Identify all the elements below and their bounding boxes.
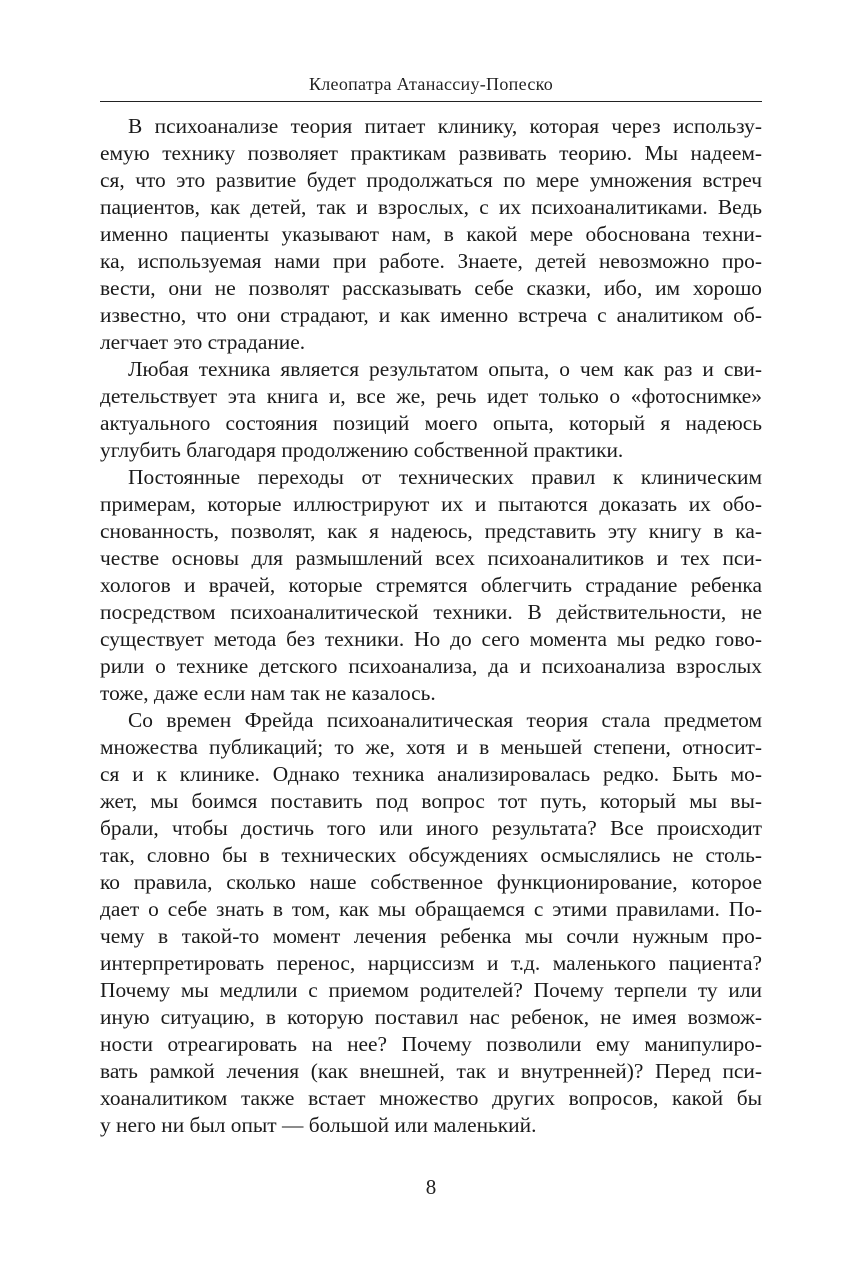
text-line: существует метода без техники. Но до сего момента мы редко гово- <box>100 627 762 651</box>
text-line: интерпретировать перенос, нарциссизм и т.д. маленького пациента? <box>100 951 762 975</box>
text-line: посредством психоаналитической техники. В действительности, не <box>100 600 762 624</box>
text-line: множества публикаций; то же, хотя и в меньшей степени, относит- <box>100 735 762 759</box>
text-line: детельствует эта книга и, все же, речь идет только о «фотоснимке» <box>100 384 762 408</box>
paragraph-3 <box>100 464 762 707</box>
text-line: честве основы для размышлений всех психоаналитиков и тех пси- <box>100 546 762 570</box>
text-line: ности отреагировать на нее? Почему позволили ему манипулиро- <box>100 1032 762 1056</box>
body-text <box>100 113 762 1139</box>
page-number: 8 <box>425 1175 437 1199</box>
text-line: чему в такой-то момент лечения ребенка мы сочли нужным про- <box>100 924 762 948</box>
text-line: пациентов, как детей, так и взрослых, с их психоаналитиками. Ведь <box>100 195 762 219</box>
text-line: вать рамкой лечения (как внешней, так и внутренней)? Перед пси- <box>100 1059 762 1083</box>
text-line: известно, что они страдают, и как именно встреча с аналитиком об- <box>100 303 762 327</box>
text-line: жет, мы боимся поставить под вопрос тот путь, который мы вы- <box>100 789 762 813</box>
running-header: Клеопатра Атанассиу-Попеско <box>308 74 554 94</box>
paragraph-1 <box>100 113 762 356</box>
text-line: ко правила, сколько наше собственное функционирование, которое <box>100 870 762 894</box>
text-line: емую технику позволяет практикам развивать теорию. Мы надеем- <box>100 141 762 165</box>
text-line: примерам, которые иллюстрируют их и пытаются доказать их обо- <box>100 492 762 516</box>
text-line: ся и к клинике. Однако техника анализировалась редко. Быть мо- <box>100 762 762 786</box>
text-line: снованность, позволят, как я надеюсь, представить эту книгу в ка- <box>100 519 762 543</box>
text-line: Постоянные переходы от технических правил к клиническим <box>128 465 762 489</box>
text-line: В психоанализе теория питает клинику, которая через использу- <box>128 114 762 138</box>
text-line: у него ни был опыт — большой или маленький. <box>100 1113 537 1137</box>
paragraph-4 <box>100 707 762 1139</box>
paragraph-2 <box>100 356 762 464</box>
text-line: ка, используемая нами при работе. Знаете, детей невозможно про- <box>100 249 762 273</box>
text-line: Любая техника является результатом опыта, о чем как раз и сви- <box>128 357 762 381</box>
text-line: Со времен Фрейда психоаналитическая теория стала предметом <box>128 708 762 732</box>
text-line: углубить благодаря продолжению собственной практики. <box>100 438 624 462</box>
header-rule <box>100 101 762 102</box>
text-line: актуального состояния позиций моего опыта, который я надеюсь <box>100 411 762 435</box>
text-line: легчает это страдание. <box>100 330 306 354</box>
text-line: именно пациенты указывают нам, в какой мере обоснована техни- <box>100 222 762 246</box>
text-line: хоаналитиком также встает множество других вопросов, какой бы <box>100 1086 762 1110</box>
text-line: дает о себе знать в том, как мы обращаемся с этими правилами. По- <box>100 897 762 921</box>
text-line: вести, они не позволят рассказывать себе сказки, ибо, им хорошо <box>100 276 762 300</box>
text-line: иную ситуацию, в которую поставил нас ребенок, не имея возмож- <box>100 1005 762 1029</box>
text-line: брали, чтобы достичь того или иного результата? Все происходит <box>100 816 762 840</box>
text-line: тоже, даже если нам так не казалось. <box>100 681 436 705</box>
text-line: хологов и врачей, которые стремятся облегчить страдание ребенка <box>100 573 762 597</box>
text-line: ся, что это развитие будет продолжаться по мере умножения встреч <box>100 168 762 192</box>
text-line: рили о технике детского психоанализа, да и психоанализа взрослых <box>100 654 762 678</box>
text-line: Почему мы медлили с приемом родителей? Почему терпели ту или <box>100 978 762 1002</box>
text-line: так, словно бы в технических обсуждениях осмыслялись не столь- <box>100 843 762 867</box>
